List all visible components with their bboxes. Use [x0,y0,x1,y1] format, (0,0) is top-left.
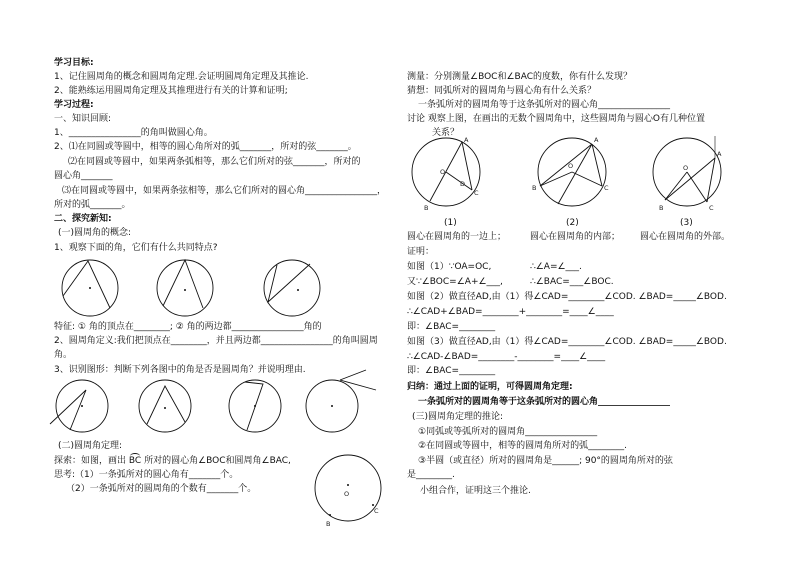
discuss-text-cont: 关系？ [432,128,460,138]
fig1-label-D: D [460,180,466,188]
figure-caption-1: (1) [444,218,457,228]
figure-caption-3: (3) [680,218,693,228]
proof3-line3: 即：∠BAC=________ [407,366,496,376]
explore-figure [313,453,389,530]
proof3-line1: 如图（3）做直径AD,由（1）得∠CAD=________∠COD. ∠BAD=_____∠BOD. [407,337,727,347]
discuss-text: 讨论 观察上图，在画出的无数个圆周角中，这些圆周角与圆心O有几种位置 [407,114,705,124]
review-q2-3: ⑶在同圆或等圆中，如果两条弦相等，那么它们所对的圆心角________________， [62,186,387,196]
goal-1: 1、记住圆周角的概念和圆周角定理.会证明圆周角定理及其推论. [54,72,309,82]
observe-question: 1、观察下面的角，它们有什么共同特点? [54,243,218,253]
review-heading: 一、知识回顾: [54,114,112,124]
proof2-line2: ∴∠CAD+∠BAD=________+________=____∠____ [407,307,614,317]
guess-answer: 一条弧所对的圆周角等于这条弧所对的圆心角________________ [418,100,671,110]
measure-text: 测量：分别测量∠BOC和∠BAC的度数，你有什么发现？ [407,72,632,82]
fig2-label-O: O [568,162,574,170]
label-C: C [374,507,379,515]
identify-question: 3、识别图形：判断下列各图中的角是否是圆周角？并说明理由. [54,365,306,375]
proof-figure-3 [643,128,733,217]
review-q2-3-cont: 所对的弧_______。 [54,200,131,210]
proof1-line1a: 如图（1）∵OA=OC, [407,262,492,272]
corollary-1: ①同弧或等弧所对的圆周角________________ [418,427,598,437]
fig3-label-O: O [683,164,689,172]
fig1-label-C: C [474,189,479,197]
explore-instruction-start: 探索：如图，画出 [54,456,127,466]
fig1-label-B: B [424,204,429,212]
fig2-label-A: A [594,136,599,144]
fig3-label-B: B [659,204,664,212]
review-q2-2-cont: 圆心角_______ [54,171,113,181]
review-q2-2: ⑵在同圆或等圆中，如果两条弧相等，那么它们所对的弦_______，所对的 [68,157,361,167]
position-case-3: 圆心在圆周角的外部。 [640,232,731,242]
proof1-line2b: ∴∠BAC=___∠BOC. [530,277,614,287]
arc-bc-label: BC [128,456,142,466]
position-case-2: 圆心在圆周角的内部； [530,232,621,242]
proof-figure-1 [404,128,488,217]
proof2-line1: 如图（2）做直径AD,由（1）得∠CAD=________∠COD. ∠BAD=_____∠BOD. [407,292,727,302]
fig2-label-B: B [532,184,537,192]
observe-figure-3 [262,258,324,321]
definition-text: 2、圆周角定义:我们把顶点在________，并且两边都________________的角叫圆周 [54,336,378,346]
proof-heading: 证明： [407,247,435,257]
section-goals-heading: 学习目标: [54,58,94,68]
corollary-2: ②在同圆或等圆中，相等的圆周角所对的弧________. [418,441,627,451]
identify-figure-4 [300,366,380,439]
goal-2: 2、能熟练运用圆周角定理及其推理进行有关的计算和证明; [54,86,288,96]
proof1-line2a: 又∵∠BOC=∠A+∠___, [407,277,503,287]
fig1-label-A: A [464,136,469,144]
summary-text: 归纳：通过上面的证明，可得圆周角定理: [407,382,573,392]
label-B: B [326,520,331,528]
theorem-statement: 一条弧所对的圆周角等于这条弧所对的圆心角________________ [418,397,671,407]
explore-instruction-end: 所对的圆心角∠BOC和圆周角∠BAC, [144,456,291,466]
theorem-heading: (二)圆周角定理: [58,441,123,451]
arc-bc-symbol [129,456,141,467]
group-task: 小组合作，证明这三个推论. [420,486,531,496]
label-O: O [344,490,350,498]
review-q1: 1、________________的角叫做圆心角。 [54,128,213,138]
figure-caption-2: (2) [566,218,579,228]
explore-instruction [54,456,291,467]
feature-text: 特征: ① 角的顶点在________; ② 角的两边都________________角的 [54,322,322,332]
explore-heading: 二、探究新知: [54,214,112,224]
identify-figure-1 [52,378,114,437]
think-q1: 思考:（1）一条弧所对的圆心角有_______个。 [54,470,239,480]
section-process-heading: 学习过程: [54,100,94,110]
proof-figure-2 [530,128,614,217]
corollary-3-cont: 是________. [407,470,455,480]
corollary-3: ③半圆（或直径）所对的圆周角是______; 90°的圆周角所对的弦 [418,456,673,466]
observe-figure-2 [155,258,217,321]
concept-heading: (一)圆周角的概念: [58,228,132,238]
corollary-heading: (三)圆周角定理的推论: [412,412,504,422]
arc-mark [130,453,140,459]
definition-text-cont: 角。 [54,350,73,360]
think-q2: （2）一条弧所对的圆周角的个数有_______个。 [66,484,257,494]
identify-figure-3 [225,378,287,437]
review-q2-1: 2、⑴在同圆或等圆中，相等的圆心角所对的弧_______，所对的弦_______。 [54,142,357,152]
proof2-line3: 即：∠BAC=________ [407,322,496,332]
proof1-line1b: ∴∠A=∠___. [530,262,582,272]
fig2-label-C: C [604,184,609,192]
fig1-label-O: O [440,168,446,176]
fig3-label-C: C [709,204,714,212]
identify-figure-2 [135,378,197,437]
guess-text: 猜想：同弧所对的圆周角与圆心角有什么关系？ [407,86,597,96]
fig3-label-A: A [717,150,722,158]
position-case-1: 圆心在圆周角的一边上； [407,232,507,242]
observe-figure-1 [60,258,122,321]
proof3-line2: ∴∠CAD-∠BAD=________-________=____∠____ [407,352,606,362]
